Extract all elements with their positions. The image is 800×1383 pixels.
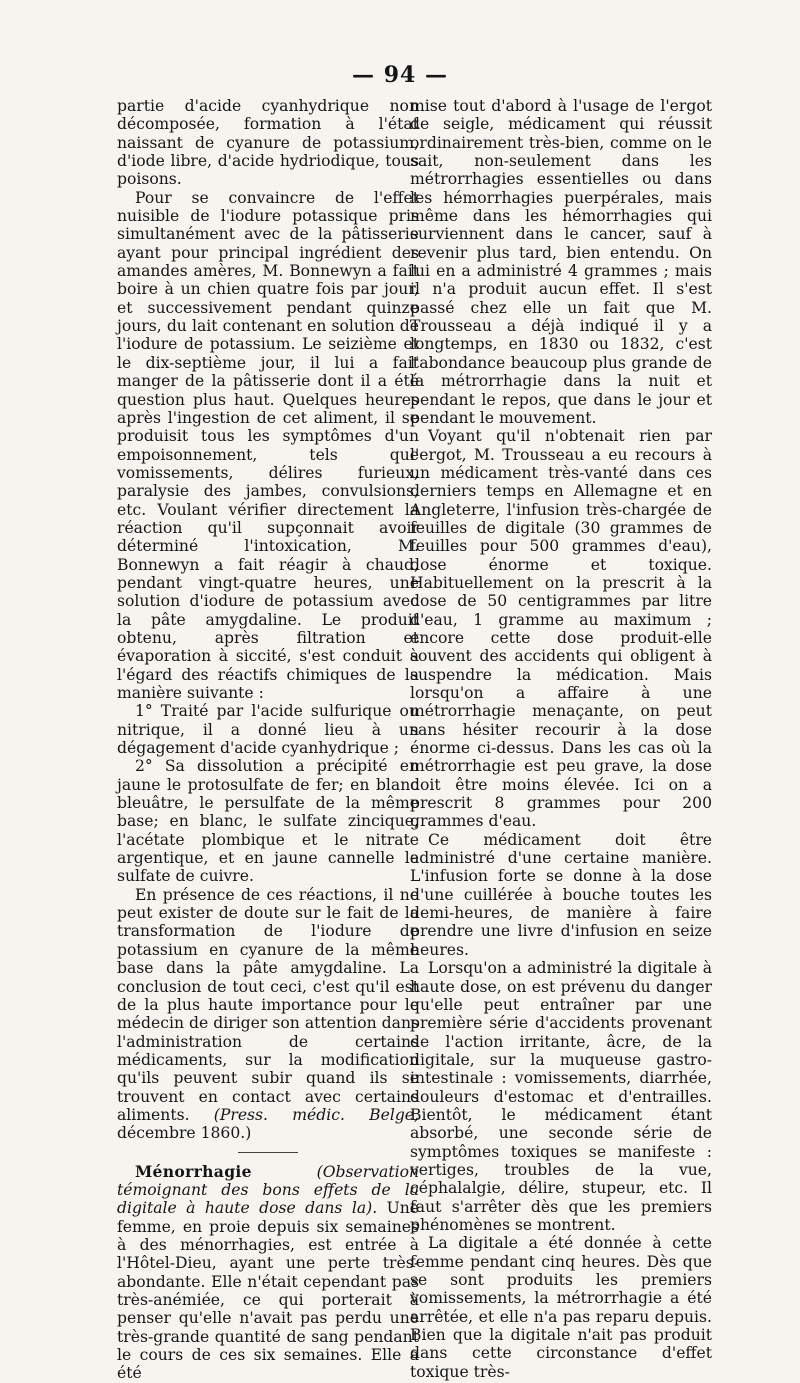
left-column [117,97,419,1383]
paragraph: Ce médicament doit être administré d'une certaine manière. L'infusion forte se donne à la dose d'une cuillérée à bouche toutes les demi-heures, de manière à faire prendre une livre d'infusion en seize heures. [410,830,712,959]
page-number: — 94 — [352,62,448,88]
paragraph: partie d'acide cyanhydrique non décomposée, formation à l'état naissant de cyanure de potassium, d'iode libre, d'acide hydriodique, tous poisons. [117,97,419,189]
paragraph: mise tout d'abord à l'usage de l'ergot de seigle, médicament qui réussit ordinairement très-bien, comme on le sait, non-seulement dans les métrorrhagies essentielles ou dans les hémorrhagies puerpérales, mais même dans les hémorrhagies qui surviennent dans le cancer, sauf à revenir plus tard, bien entendu. On lui en a administré 4 grammes ; mais il n'a produit aucun effet. Il s'est passé chez elle un fait que M. Trousseau a déjà indiqué il y a longtemps, en 1830 ou 1832, c'est l'abondance beaucoup plus grande de la métrorrhagie dans la nuit et pendant le repos, que dans le jour et pendant le mouvement. [410,97,712,427]
section-paragraph [117,1163,419,1383]
paragraph-text: Une femme, en proie depuis six semaines à des ménorrhagies, est entrée à l'Hôtel-Dieu, ayant une perte très-abondante. Elle n'était cependant pas très-anémiée, ce qui porterait à penser qu'elle n'avait pas perdu une très-grande quantité de sang pendant le cours de ces six semaines. Elle a été [117,1199,419,1383]
paragraph: La digitale a été donnée à cette femme pendant cinq heures. Dès que se sont produits les premiers vomissements, la métrorrhagie a été arrêtée, et elle n'a pas reparu depuis. Bien que la digitale n'ait pas produit dans cette circonstance d'effet toxique très- [410,1234,712,1381]
paragraph: Lorsqu'on a administré la digitale à haute dose, on est prévenu du danger qu'elle peut entraîner par une première série d'accidents provenant de l'action irritante, âcre, de la digitale, sur la muqueuse gastro-intestinale : vomissements, diarrhée, douleurs d'estomac et d'entrailles. Bientôt, le médicament étant absorbé, une seconde série de symptômes toxiques se manifeste : vertiges, troubles de la vue, céphalalgie, délire, stupeur, etc. Il faut s'arrêter dès que les premiers phénomènes se montrent. [410,959,712,1234]
citation-date: décembre 1860.) [117,1124,252,1143]
section-divider [238,1152,298,1153]
paragraph-text: En présence de ces réactions, il ne peut exister de doute sur le fait de la transformation de l'iodure de potassium en cyanure de la même base dans la pâte amygdaline. La conclusion de tout ceci, c'est qu'il est de la plus haute importance pour le médecin de diriger son attention dans l'administration de certains médicaments, sur la modification qu'ils peuvent subir quand ils se trouvent en contact avec certains aliments. [117,885,419,1124]
right-column [410,97,712,1381]
paragraph: Pour se convaincre de l'effet nuisible de l'iodure potassique pris simultanément avec de la pâtisserie ayant pour principal ingrédient des amandes amères, M. Bonnewyn a fait boire à un chien quatre fois par jour, et successivement pendant quinze jours, du lait contenant en solution de l'iodure de potassium. Le seizième et le dix-septième jour, il lui a fait manger de la pâtisserie dont il a été question plus haut. Quelques heures après l'ingestion de cet aliment, il se produisit tous les symptômes d'un empoisonnement, tels que vomissements, délires furieux, paralysie des jambes, convulsions, etc. Voulant vérifier directement la réaction qu'il supçonnait avoir déterminé l'intoxication, M. Bonnewyn a fait réagir à chaud, pendant vingt-quatre heures, une solution d'iodure de potassium avec la pâte amygdaline. Le produit obtenu, après filtration et évaporation à siccité, s'est conduit à l'égard des réactifs chimiques de la manière suivante : [117,188,419,702]
paragraph [117,886,419,1143]
section-subtitle: (Observation témoignant des bons effets de la digitale à haute dose dans la). [117,1162,419,1218]
paragraph: 2° Sa dissolution a précipité en jaune le protosulfate de fer; en blanc bleuâtre, le persulfate de la même base; en blanc, le sulfate zincique, l'acétate plombique et le nitrate argentique, et en jaune cannelle le sulfate de cuivre. [117,757,419,886]
paragraph: 1° Traité par l'acide sulfurique ou nitrique, il a donné lieu à un dégagement d'acide cyanhydrique ; [117,702,419,758]
source-citation: (Press. médic. Belge, [213,1105,419,1124]
section-title: Ménorrhagie [135,1161,252,1181]
paragraph: Voyant qu'il n'obtenait rien par l'ergot, M. Trousseau a eu recours à un médicament très-vanté dans ces derniers temps en Allemagne et en Angleterre, l'infusion très-chargée de feuilles de digitale (30 grammes de feuilles pour 500 grammes d'eau), dose énorme et toxique. Habituellement on la prescrit à la dose de 50 centigrammes par litre d'eau, 1 gramme au maximum ; encore cette dose produit-elle souvent des accidents qui obligent à suspendre la médication. Mais lorsqu'on a affaire à une métrorrhagie menaçante, on peut sans hésiter recourir à la dose énorme ci-dessus. Dans les cas où la métrorrhagie est peu grave, la dose doit être moins élevée. Ici on a prescrit 8 grammes pour 200 grammes d'eau. [410,427,712,831]
